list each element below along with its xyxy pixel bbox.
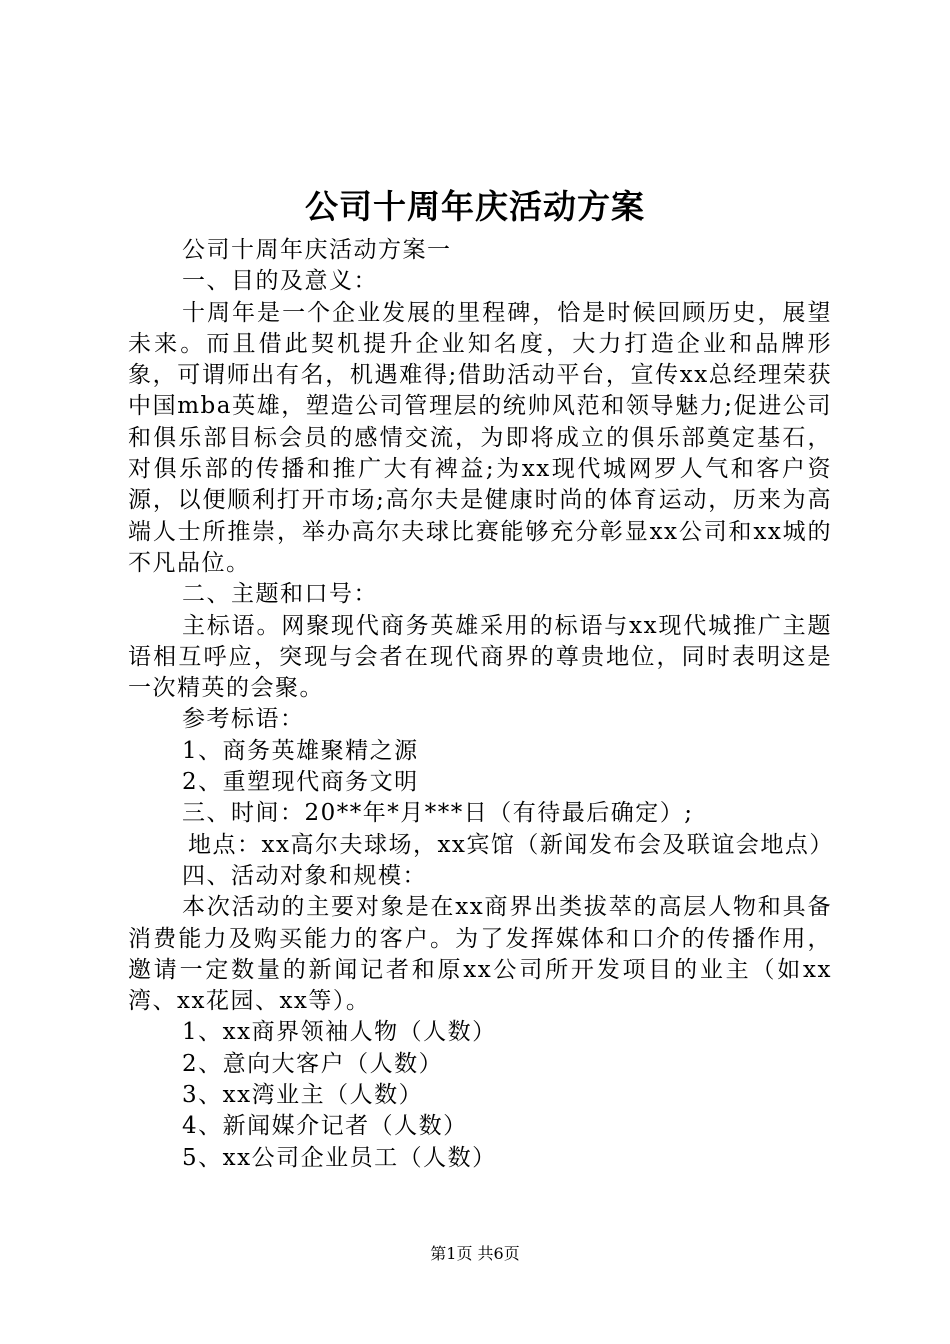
section-subtitle: 公司十周年庆活动方案一: [182, 237, 452, 263]
list-item: 1、商务英雄聚精之源: [182, 737, 419, 764]
heading-time: 三、时间：20**年*月***日（有待最后确定）;: [182, 800, 694, 827]
document-body: [128, 235, 832, 1174]
list-item: 2、意向大客户（人数）: [182, 1050, 444, 1077]
page-footer: 第1页 共6页: [430, 1244, 520, 1263]
paragraph-audience: 本次活动的主要对象是在xx商界出类拔萃的高层人物和具备消费能力及购买能力的客户。为了发挥媒体和口介的传播作用，邀请一定数量的新闻记者和原xx公司所开发项目的业主（如xx湾、xx花园、xx等）。: [128, 894, 832, 1015]
heading-purpose: 一、目的及意义：: [182, 268, 378, 295]
paragraph-location: 地点：xx高尔夫球场，xx宾馆（新闻发布会及联谊会地点）: [188, 831, 834, 858]
paragraph-slogan: 主标语。网聚现代商务英雄采用的标语与xx现代城推广主题语相互呼应，突现与会者在现代商界的尊贵地位，同时表明这是一次精英的会聚。: [128, 612, 832, 702]
document-title: 公司十周年庆活动方案: [305, 187, 645, 226]
heading-reference-slogans: 参考标语：: [182, 706, 305, 733]
heading-theme: 二、主题和口号：: [182, 581, 378, 608]
heading-audience: 四、活动对象和规模：: [182, 862, 427, 889]
list-item: 2、重塑现代商务文明: [182, 769, 419, 796]
paragraph-purpose: 十周年是一个企业发展的里程碑，恰是时候回顾历史，展望未来。而且借此契机提升企业知名度，大力打造企业和品牌形象，可谓师出有名，机遇难得;借助活动平台，宣传xx总经理荣获中国mba英雄，塑造公司管理层的统帅风范和领导魅力;促进公司和俱乐部目标会员的感情交流，为即将成立的俱乐部奠定基石，对俱乐部的传播和推广大有裨益;为xx现代城网罗人气和客户资源，以便顺利打开市场;高尔夫是健康时尚的体育运动，历来为高端人士所推崇，举办高尔夫球比赛能够充分彰显xx公司和xx城的不凡品位。: [128, 299, 832, 576]
list-item: 4、新闻媒介记者（人数）: [182, 1113, 468, 1140]
list-item: 1、xx商界领袖人物（人数）: [182, 1019, 497, 1046]
list-item: 3、xx湾业主（人数）: [182, 1082, 424, 1109]
list-item: 5、xx公司企业员工（人数）: [182, 1144, 497, 1171]
